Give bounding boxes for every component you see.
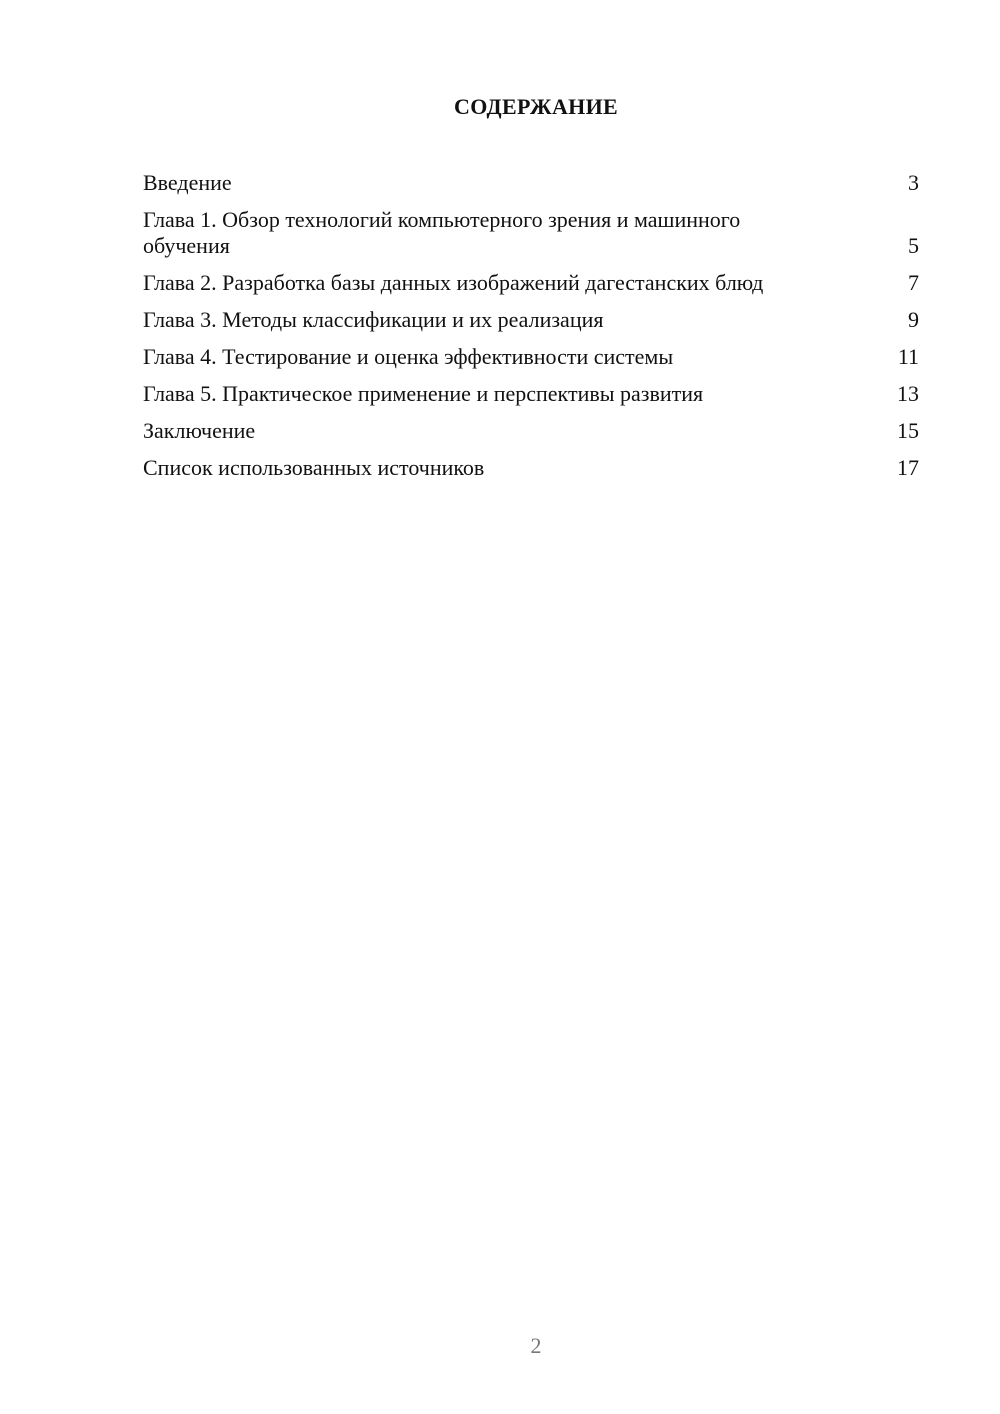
- page-number: 2: [530, 1333, 542, 1358]
- toc-entry-chapter-4: [143, 344, 919, 370]
- toc-entry-page: 7: [908, 270, 919, 295]
- page-title: СОДЕРЖАНИЕ: [454, 94, 618, 119]
- toc-entry-chapter-1: [143, 207, 919, 259]
- table-of-contents: [143, 170, 919, 492]
- toc-entry-page: 11: [897, 344, 919, 369]
- toc-entry-title: Глава 4. Тестирование и оценка эффективности системы: [143, 344, 674, 369]
- toc-entry-chapter-3: [143, 307, 919, 333]
- toc-entry-page: 5: [908, 233, 919, 258]
- toc-entry-page: 17: [897, 455, 919, 480]
- toc-entry-title: Заключение: [143, 418, 256, 443]
- toc-entry-page: 15: [897, 418, 919, 443]
- toc-entry-title: Список использованных источников: [143, 455, 485, 480]
- toc-entry-page: 13: [897, 381, 919, 406]
- toc-entry-page: 3: [908, 170, 919, 195]
- toc-entry-title: Глава 2. Разработка базы данных изображений дагестанских блюд: [143, 270, 764, 295]
- toc-entry-references: [143, 455, 919, 481]
- toc-entry-title: Глава 1. Обзор технологий компьютерного зрения и машинного обучения: [143, 207, 741, 258]
- toc-entry-title: Введение: [143, 170, 232, 195]
- toc-entry-chapter-2: [143, 270, 919, 296]
- toc-entry-title: Глава 3. Методы классификации и их реализация: [143, 307, 604, 332]
- toc-entry-introduction: [143, 170, 919, 196]
- toc-entry-chapter-5: [143, 381, 919, 407]
- toc-entry-page: 9: [908, 307, 919, 332]
- toc-entry-title: Глава 5. Практическое применение и перспективы развития: [143, 381, 704, 406]
- toc-entry-conclusion: [143, 418, 919, 444]
